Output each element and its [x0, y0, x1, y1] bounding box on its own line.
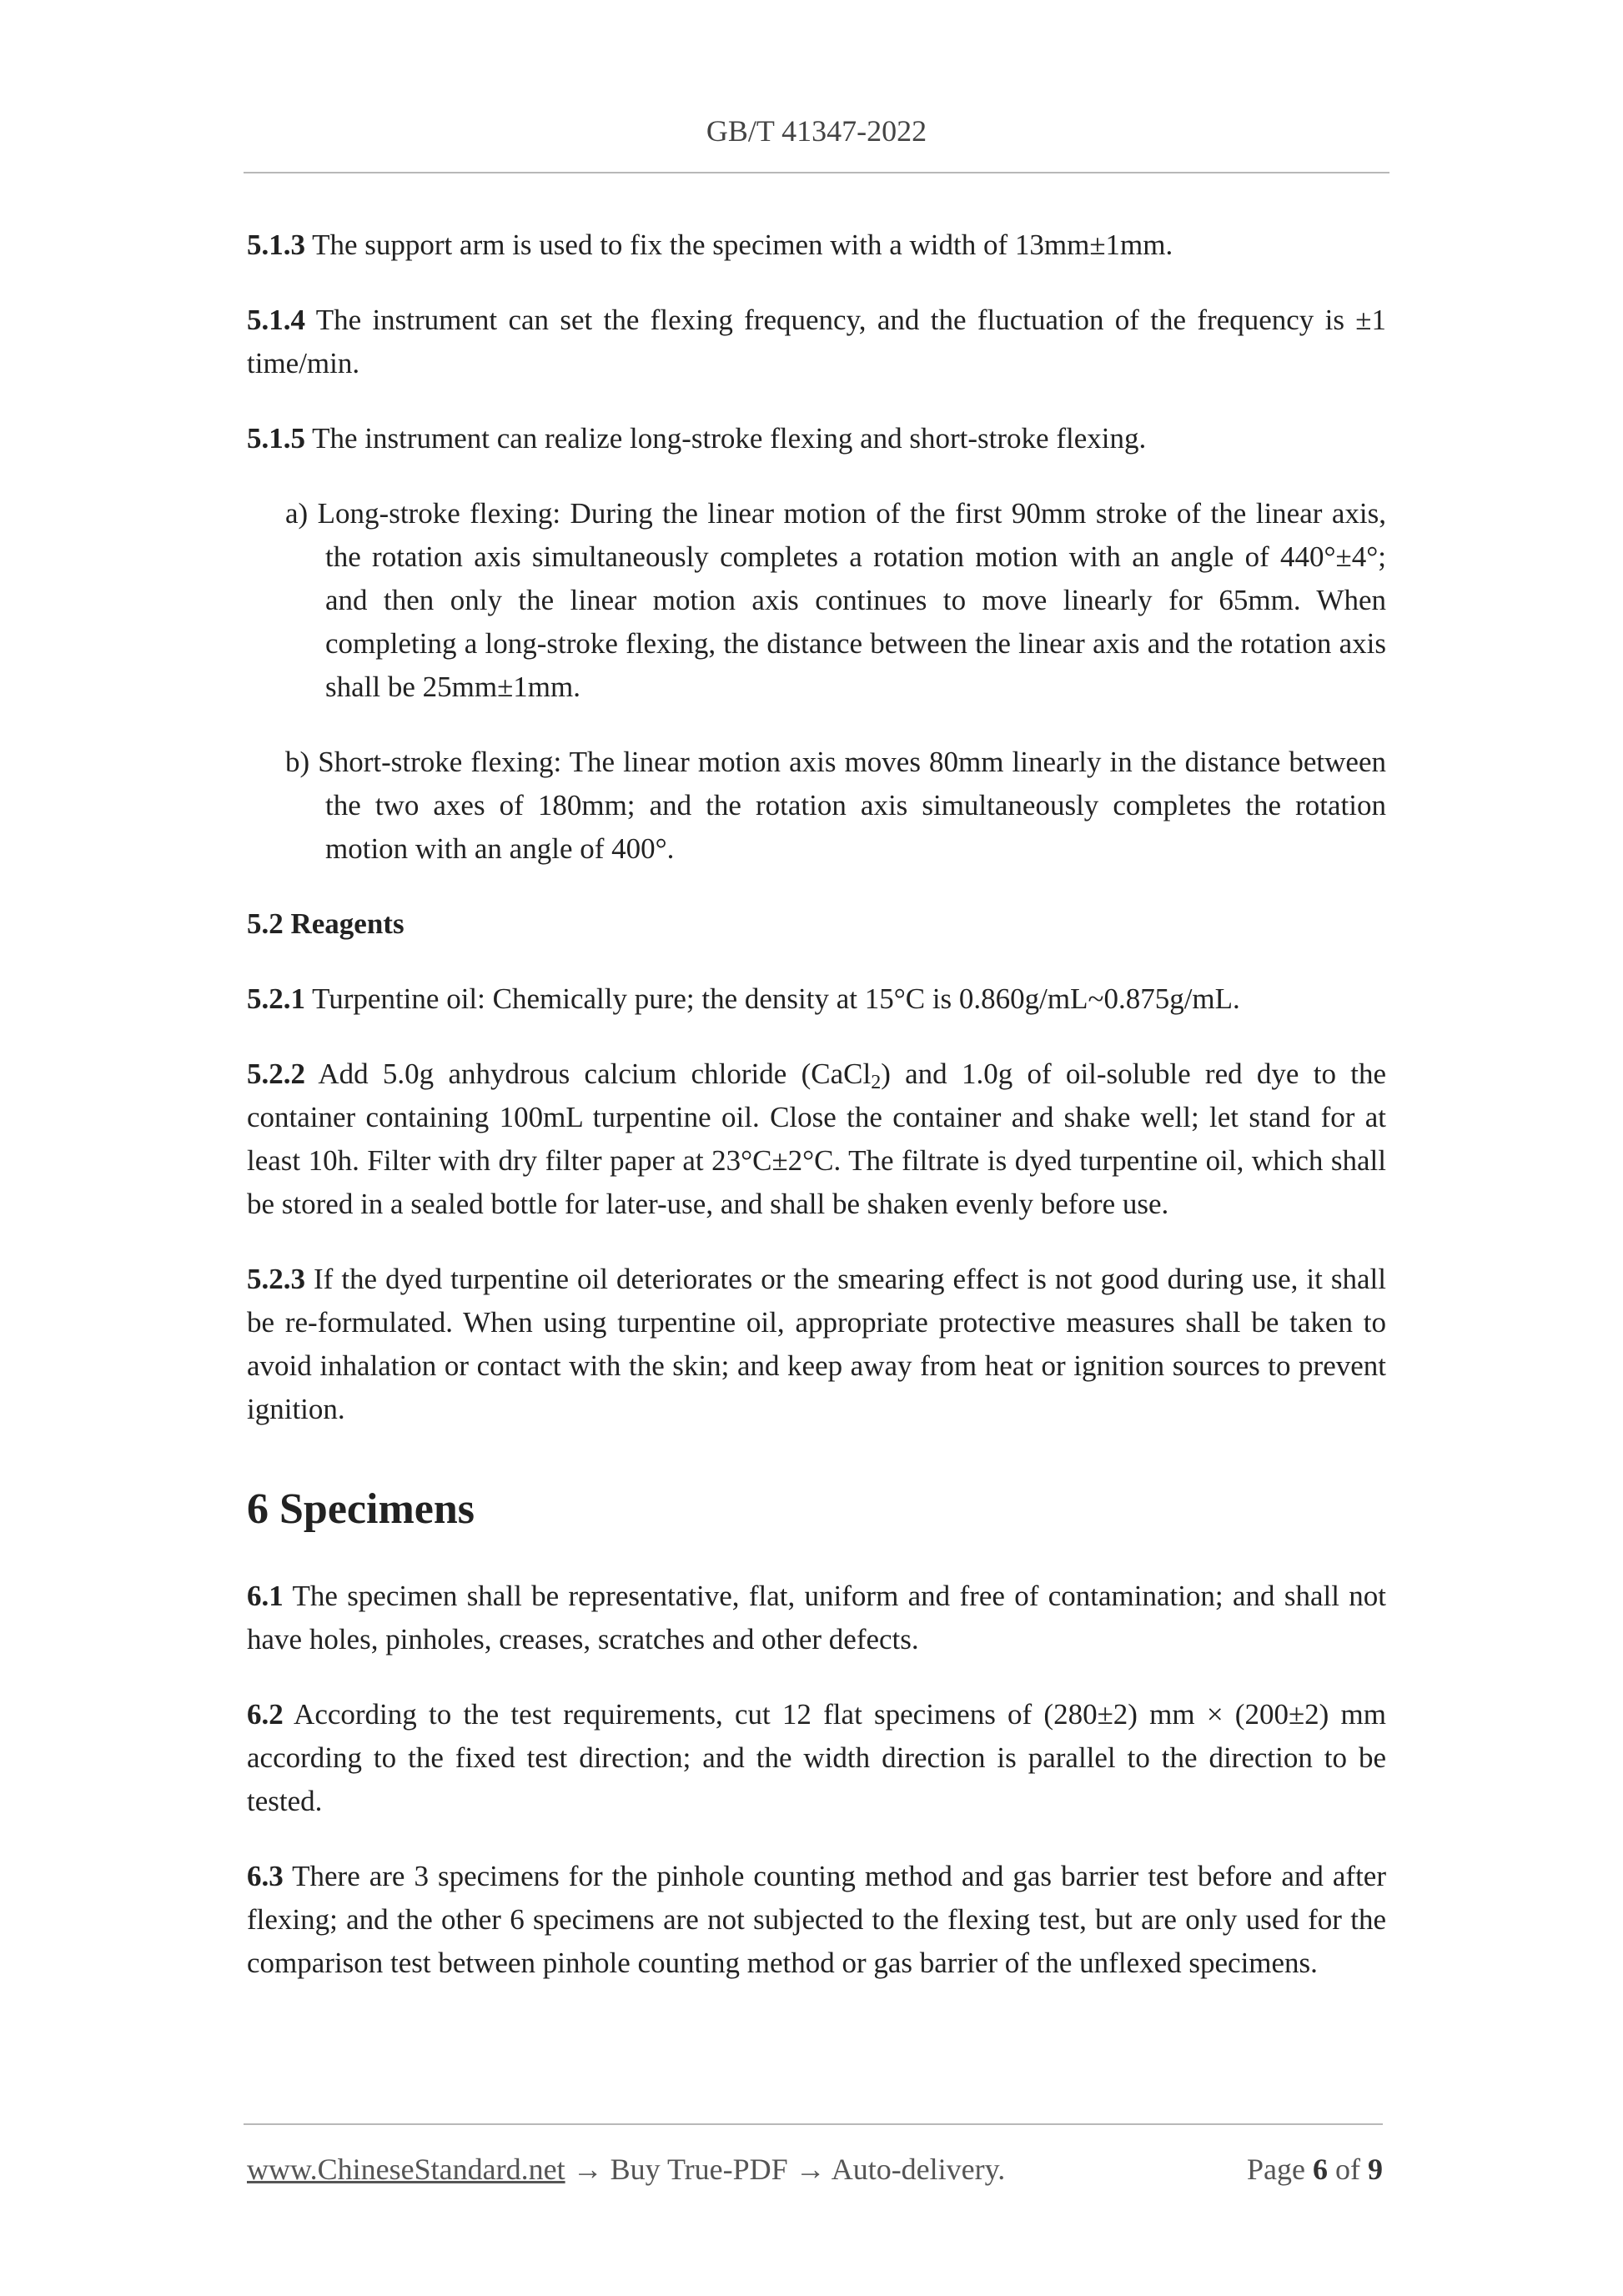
clause-text: Add 5.0g anhydrous calcium chloride (CaCl	[305, 1058, 872, 1090]
clause-number: 5.1.5	[247, 422, 305, 455]
section-6-title: 6 Specimens	[247, 1485, 475, 1533]
clause-number: 5.2.1	[247, 982, 305, 1015]
page-label: Page	[1247, 2153, 1313, 2186]
list-item-short-stroke: b) Short-stroke flexing: The linear motion axis moves 80mm linearly in the distance between the two axes of 180mm; and the rotation axis simultaneously completes the rotation motion with an angle of 400°.	[285, 746, 1386, 865]
clause-number: 6.1	[247, 1580, 284, 1612]
clause-text: According to the test requirements, cut 12 flat specimens of (280±2) mm × (200±2) mm according to the fixed test direction; and the width direction is parallel to the direction to be tested.	[247, 1698, 1386, 1817]
list-item-long-stroke: a) Long-stroke flexing: During the linear motion of the first 90mm stroke of the linear axis, the rotation axis simultaneously completes a rotation motion with an angle of 440°±4°; and then only the linear motion axis continues to move linearly for 65mm. When completing a long-stroke flexing, the distance between the linear axis and the rotation axis shall be 25mm±1mm.	[285, 497, 1386, 703]
clause-text: The specimen shall be representative, flat, uniform and free of contamination; and shall not have holes, pinholes, creases, scratches and other defects.	[247, 1580, 1386, 1655]
footer-promo-text: → Buy True-PDF → Auto-delivery.	[565, 2153, 1006, 2186]
document-body	[247, 224, 1386, 2017]
document-id-header: GB/T 41347-2022	[706, 114, 927, 148]
clause-6-2	[247, 1693, 1386, 1823]
clause-number: 6.2	[247, 1698, 284, 1731]
clause-text: There are 3 specimens for the pinhole counting method and gas barrier test before and after flexing; and the other 6 specimens are not subjected to the flexing test, but are only used for the comparison test between pinhole counting method or gas barrier of the unflexed specimens.	[247, 1860, 1386, 1979]
clause-text-continued: ) and 1.0g of oil-soluble red dye to the container containing 100mL turpentine oil. Close the container and shake well; let stand for at least 10h. Filter with dry filter paper at 23°C±2°C. The filtrate is dyed turpentine oil, which shall be stored in a sealed bottle for later-use, and shall be shaken evenly before use.	[247, 1058, 1386, 1220]
clause-5-2-3	[247, 1258, 1386, 1431]
page-number: 6	[1313, 2153, 1328, 2186]
subscript-2: 2	[871, 1072, 882, 1093]
header-divider	[244, 172, 1389, 173]
page-of-label: of	[1328, 2153, 1368, 2186]
clause-6-3	[247, 1855, 1386, 1985]
footer-divider	[244, 2123, 1383, 2125]
clause-number: 5.1.3	[247, 229, 305, 261]
reagents-heading: 5.2 Reagents	[247, 907, 404, 940]
clause-text: The instrument can set the flexing frequency, and the fluctuation of the frequency is ±1 time/min.	[247, 304, 1386, 379]
website-link[interactable]: www.ChineseStandard.net	[247, 2153, 565, 2186]
clause-5-1-5	[247, 417, 1386, 460]
clause-number: 5.1.4	[247, 304, 305, 336]
clause-text: The instrument can realize long-stroke flexing and short-stroke flexing.	[305, 422, 1147, 455]
page-total: 9	[1368, 2153, 1383, 2186]
clause-text: Turpentine oil: Chemically pure; the density at 15°C is 0.860g/mL~0.875g/mL.	[305, 982, 1240, 1015]
clause-5-2-1	[247, 977, 1386, 1021]
clause-5-1-3	[247, 224, 1386, 267]
clause-number: 5.2.3	[247, 1263, 305, 1295]
clause-text: The support arm is used to fix the specimen with a width of 13mm±1mm.	[305, 229, 1173, 261]
clause-5-1-4	[247, 299, 1386, 385]
clause-6-1	[247, 1575, 1386, 1661]
page-indicator	[1247, 2152, 1383, 2187]
clause-5-2-2	[247, 1053, 1386, 1226]
clause-text: If the dyed turpentine oil deteriorates or the smearing effect is not good during use, it shall be re-formulated. When using turpentine oil, appropriate protective measures shall be taken to avoid inhalation or contact with the skin; and keep away from heat or ignition sources to prevent ignition.	[247, 1263, 1386, 1425]
footer-promo	[247, 2152, 1005, 2187]
clause-number: 6.3	[247, 1860, 284, 1892]
clause-number: 5.2.2	[247, 1058, 305, 1090]
